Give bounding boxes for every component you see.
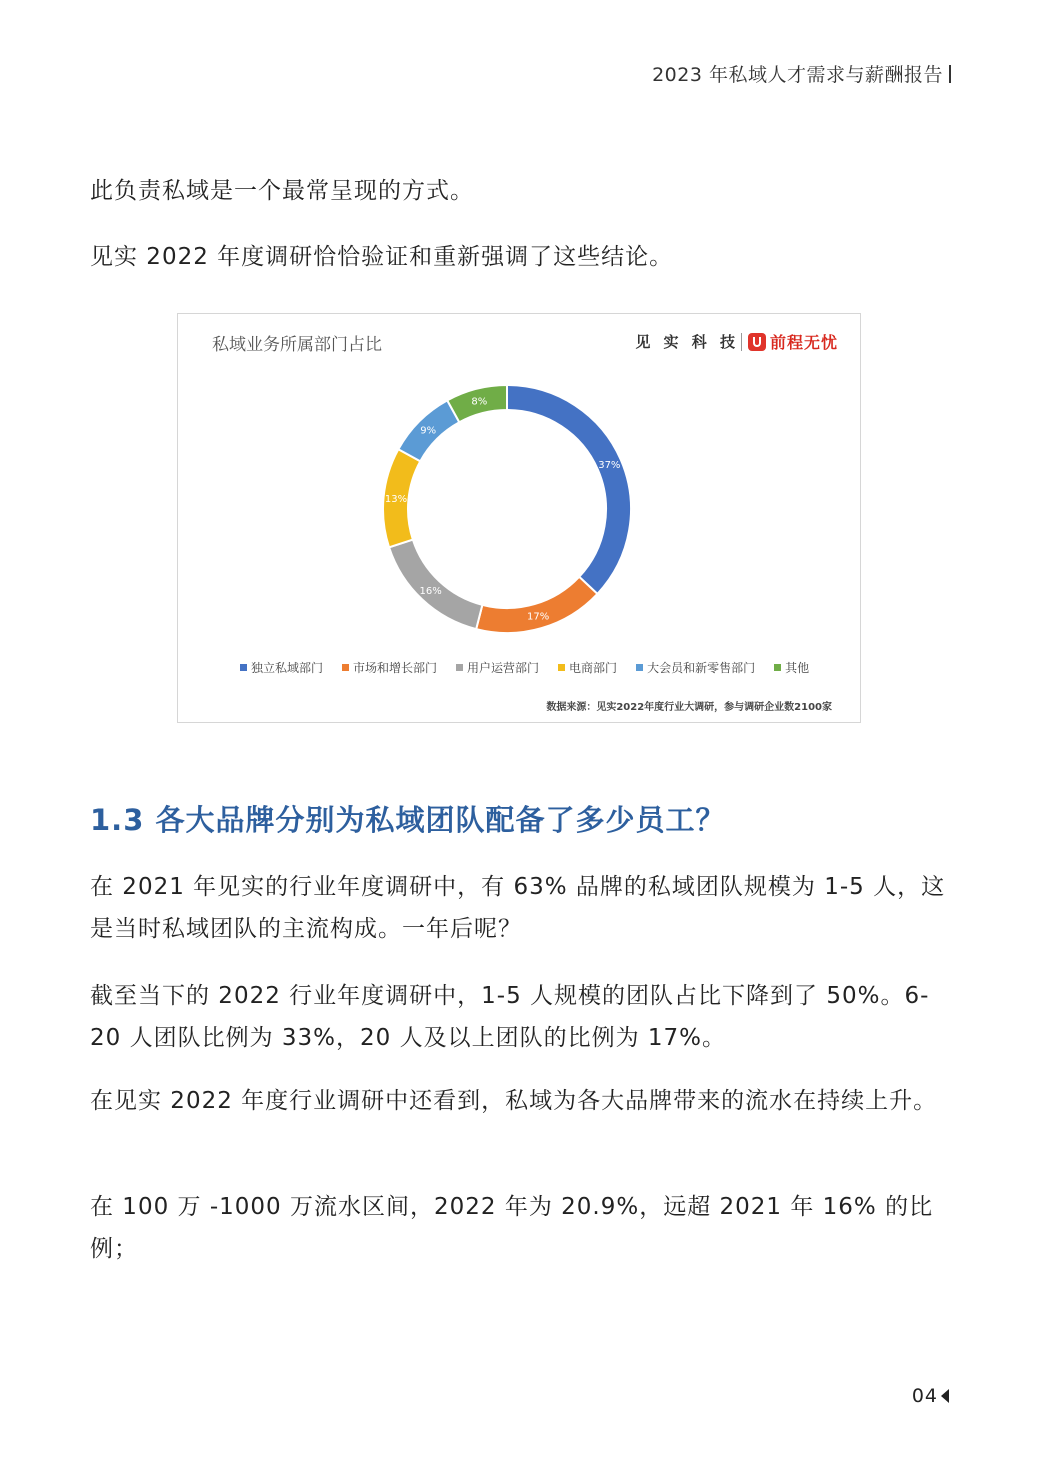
header-divider bbox=[949, 65, 951, 83]
donut-chart bbox=[177, 313, 861, 723]
donut-data-label-3: 16% bbox=[419, 585, 442, 597]
paragraph-6: 在 100 万 -1000 万流水区间，2022 年为 20.9%，远超 2021 年 16% 的比例； bbox=[90, 1194, 934, 1262]
paragraph-2: 见实 2022 年度调研恰恰验证和重新强调了这些结论。 bbox=[90, 244, 674, 270]
legend-label-2: 市场和增长部门 bbox=[353, 661, 438, 675]
header-title: 2023 年私域人才需求与薪酬报告 bbox=[652, 64, 943, 86]
chart-title: 私域业务所属部门占比 bbox=[212, 335, 382, 355]
legend-item-6 bbox=[774, 659, 809, 676]
legend-item-3 bbox=[456, 659, 539, 676]
legend-item-5 bbox=[636, 659, 755, 676]
brand-qianchengwuyou: 前程无忧 bbox=[769, 333, 838, 352]
legend-label-6: 其他 bbox=[785, 661, 810, 675]
page-header bbox=[652, 60, 951, 87]
donut-data-label-4: 13% bbox=[384, 494, 408, 506]
donut-slice-1 bbox=[507, 385, 631, 594]
legend-item-1 bbox=[240, 659, 323, 676]
donut-svg bbox=[178, 314, 862, 654]
donut-data-label-2: 17% bbox=[526, 611, 550, 623]
legend-item-4 bbox=[558, 659, 617, 676]
legend-label-1: 独立私域部门 bbox=[251, 661, 324, 675]
donut-data-label-5: 9% bbox=[420, 425, 437, 437]
legend-swatch-6 bbox=[774, 664, 781, 671]
section-heading: 1.3 各大品牌分别为私域团队配备了多少员工？ bbox=[90, 803, 726, 837]
page-arrow-icon bbox=[941, 1389, 949, 1403]
page-number bbox=[912, 1385, 949, 1407]
paragraph-5: 在见实 2022 年度行业调研中还看到，私域为各大品牌带来的流水在持续上升。 bbox=[90, 1088, 938, 1114]
legend-item-2 bbox=[342, 659, 437, 676]
page-number-text: 04 bbox=[911, 1385, 938, 1407]
paragraph-1: 此负责私域是一个最常呈现的方式。 bbox=[90, 178, 474, 204]
legend-label-3: 用户运营部门 bbox=[467, 661, 540, 675]
chart-source: 数据来源：见实2022年度行业大调研，参与调研企业数2100家 bbox=[546, 702, 832, 713]
paragraph-3: 在 2021 年见实的行业年度调研中，有 63% 品牌的私域团队规模为 1-5 人，这是当时私域团队的主流构成。一年后呢？ bbox=[90, 874, 946, 942]
legend-swatch-3 bbox=[456, 664, 463, 671]
legend-swatch-4 bbox=[558, 664, 565, 671]
donut-data-label-6: 8% bbox=[471, 396, 488, 408]
legend-swatch-1 bbox=[240, 664, 247, 671]
donut-slice-3 bbox=[389, 540, 482, 630]
donut-data-label-1: 37% bbox=[598, 460, 621, 472]
brand-jianshi: 见 实 科 技 bbox=[635, 333, 739, 351]
chart-legend bbox=[240, 659, 828, 676]
legend-label-5: 大会员和新零售部门 bbox=[647, 661, 756, 675]
legend-swatch-2 bbox=[342, 664, 349, 671]
legend-label-4: 电商部门 bbox=[569, 661, 618, 675]
legend-swatch-5 bbox=[636, 664, 643, 671]
paragraph-4: 截至当下的 2022 行业年度调研中，1-5 人规模的团队占比下降到了 50%。6-20 人团队比例为 33%，20 人及以上团队的比例为 17%。 bbox=[90, 983, 930, 1051]
donut-slice-2 bbox=[476, 577, 597, 633]
